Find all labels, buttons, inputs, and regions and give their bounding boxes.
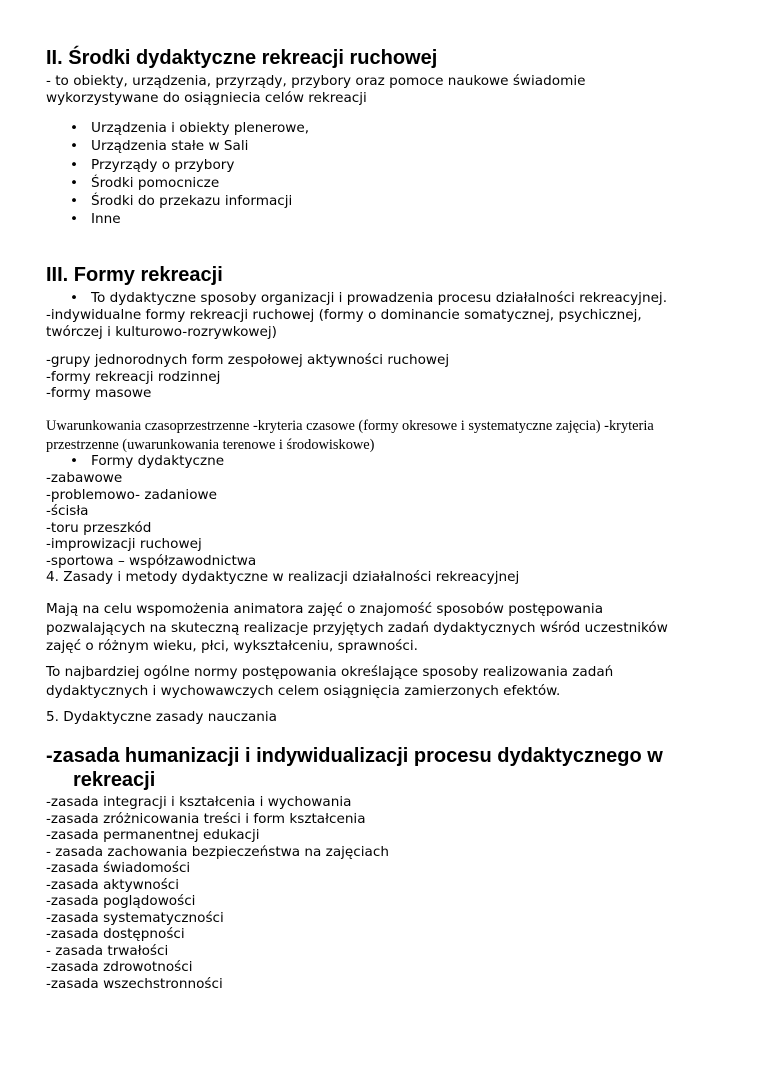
list-item: • Formy dydaktyczne — [46, 452, 224, 470]
text-line: dydaktycznych i wychowawczych celem osiągnięcia zamierzonych efektów. — [46, 682, 561, 699]
intro-line: - to obiekty, urządzenia, przyrządy, przybory oraz pomoce naukowe świadomie — [46, 73, 586, 89]
list-item: -zasada wszechstronności — [46, 975, 223, 992]
text-line: -zabawowe — [46, 470, 123, 486]
list-item: -zasada świadomości — [46, 860, 191, 876]
group-forms — [46, 352, 716, 402]
section-2-heading: II. Środki dydaktyczne rekreacji ruchowej — [46, 47, 438, 69]
didactic-forms-list — [46, 470, 716, 586]
humanization-principle-heading — [46, 744, 706, 792]
list-item: • Środki pomocnicze — [46, 174, 309, 192]
list-item: -zasada aktywności — [46, 876, 180, 893]
list-item: -zasada permanentnej edukacji — [46, 827, 260, 843]
list-item: • Środki do przekazu informacji — [46, 192, 309, 210]
list-item: • To dydaktyczne sposoby organizacji i prowadzenia procesu działalności rekreacyjnej. — [46, 289, 667, 307]
text-line: -sportowa – współzawodnictwa — [46, 552, 257, 569]
intro-line: wykorzystywane do osiągniecia celów rekreacji — [46, 89, 367, 106]
text-line: -indywidualne formy rekreacji ruchowej (formy o dominancie somatycznej, psychicznej, — [46, 307, 642, 323]
list-item: • Przyrządy o przybory — [46, 156, 309, 174]
list-item: - zasada zachowania bezpieczeństwa na zajęciach — [46, 843, 389, 860]
list-item: • Inne — [46, 210, 309, 228]
text-line: twórczej i kulturowo-rozrywkowej) — [46, 323, 277, 340]
text-line: -improwizacji ruchowej — [46, 536, 202, 552]
text-line: Uwarunkowania czasoprzestrzenne -kryteria czasowe (formy okresowe i systematyczne zajęcia) -kryteria — [46, 418, 654, 434]
section-4-heading: 4. Zasady i metody dydaktyczne w realizacji działalności rekreacyjnej — [46, 569, 520, 585]
text-line: -grupy jednorodnych form zespołowej aktywności ruchowej — [46, 352, 450, 368]
text-line: rekreacji — [73, 769, 156, 791]
list-item: -zasada zróżnicowania treści i form kształcenia — [46, 810, 366, 827]
section-4-paragraph-2 — [46, 663, 716, 700]
section-4-paragraph-1 — [46, 600, 716, 656]
list-item: -zasada dostępności — [46, 926, 185, 942]
text-line: -formy masowe — [46, 385, 152, 401]
list-item: -zasada integracji i kształcenia i wychowania — [46, 794, 352, 810]
text-line: To najbardziej ogólne normy postępowania określające sposoby realizowania zadań — [46, 664, 614, 680]
text-line: -toru przeszkód — [46, 519, 152, 536]
text-line: zajęć o różnym wieku, płci, wykształceniu, sprawności. — [46, 638, 418, 655]
list-item: -zasada systematyczności — [46, 909, 224, 926]
individual-forms — [46, 307, 716, 340]
list-item: • Urządzenia i obiekty plenerowe, — [46, 119, 309, 137]
text-line: Mają na celu wspomożenia animatora zajęć o znajomość sposobów postępowania — [46, 601, 604, 617]
section-3-bullet — [46, 289, 667, 307]
list-item: -zasada zdrowotności — [46, 959, 193, 975]
principles-list — [46, 794, 716, 992]
text-line: pozwalających na skuteczną realizacje przyjętych zadań dydaktycznych wśród uczestników — [46, 619, 668, 636]
text-line: -ścisła — [46, 503, 89, 519]
didactic-forms-bullet — [46, 452, 224, 470]
list-item: -zasada poglądowości — [46, 893, 196, 909]
text-line: -formy rekreacji rodzinnej — [46, 368, 221, 385]
list-item: • Urządzenia stałe w Sali — [46, 137, 309, 155]
section-2-bullet-list — [46, 119, 309, 229]
text-line: przestrzenne (uwarunkowania terenowe i środowiskowe) — [46, 436, 375, 453]
section-2-intro — [46, 73, 716, 106]
section-5-heading: 5. Dydaktyczne zasady nauczania — [46, 709, 278, 725]
text-line: -problemowo- zadaniowe — [46, 486, 217, 503]
text-line: -zasada humanizacji i indywidualizacji procesu dydaktycznego w — [46, 745, 663, 767]
list-item: - zasada trwałości — [46, 942, 169, 959]
conditions-paragraph — [46, 417, 736, 454]
section-3-heading: III. Formy rekreacji — [46, 264, 223, 286]
